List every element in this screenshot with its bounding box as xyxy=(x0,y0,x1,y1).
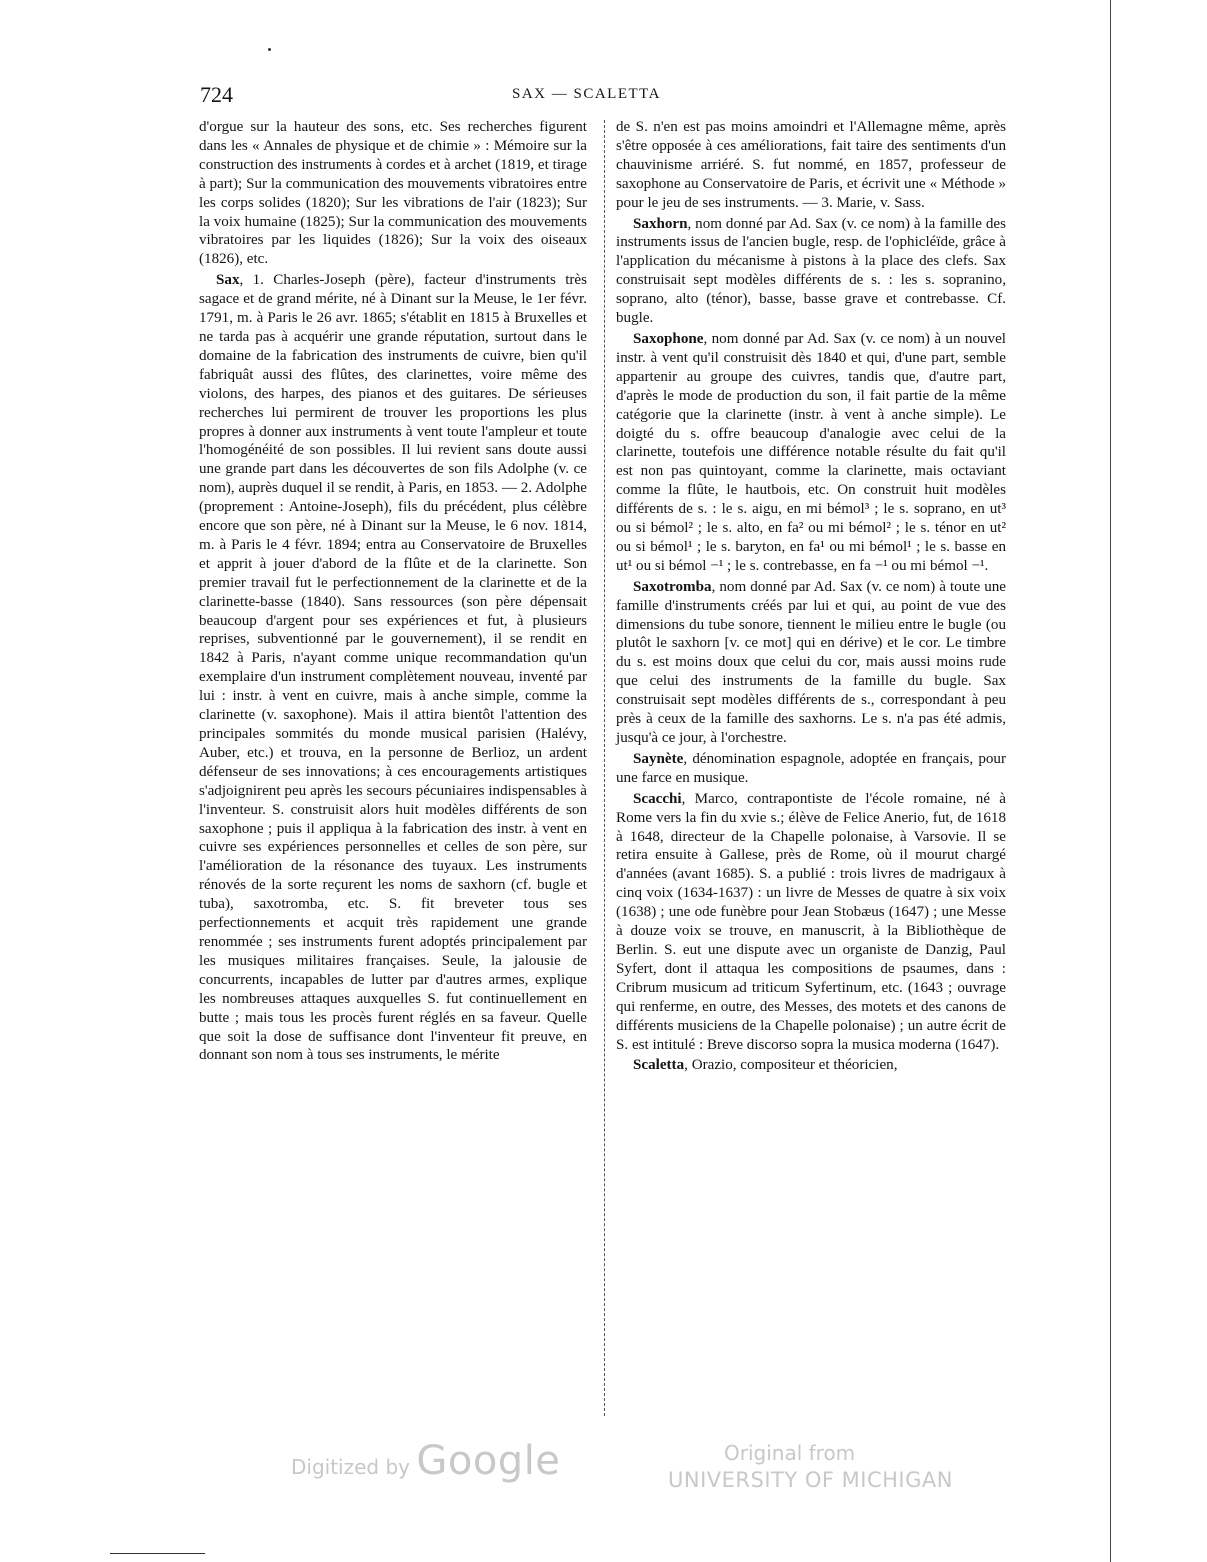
right-column xyxy=(616,118,1006,1075)
entry-scacchi xyxy=(616,790,1006,1055)
entry-headword: Saynète xyxy=(633,750,684,767)
entry-body: , nom donné par Ad. Sax (v. ce nom) à la famille des instruments issus de l'ancien bugle, resp. de l'ophicléïde, grâce à l'application du mécanisme à pistons à la place des clefs. Sax construisait sept modèles différents de s. : les s. sopranino, soprano, alto (ténor), basse, basse grave et contrebasse. Cf. bugle. xyxy=(616,215,1006,327)
google-logo-text: Google xyxy=(416,1438,561,1484)
entry-headword: Saxhorn xyxy=(633,215,688,232)
original-from-watermark: Original from xyxy=(724,1441,856,1465)
digitized-by-watermark xyxy=(291,1438,560,1484)
entry-saynete xyxy=(616,750,1006,788)
university-watermark: UNIVERSITY OF MICHIGAN xyxy=(668,1468,953,1492)
entry-headword: Scacchi xyxy=(633,790,682,807)
column-divider xyxy=(604,120,605,1416)
entry-body: , nom donné par Ad. Sax (v. ce nom) à toute une famille d'instruments créés par lui et qui, au point de vue des dimensions du tube sonore, tiennent le milieu entre le bugle (ou plutôt le saxhorn [v. ce mot] qui en dérive) et le cor. Le timbre du s. est moins doux que celui du cor, mais aussi moins rude que celui des instruments de la famille du bugle. Sax construisait sept modèles différents de s., correspondant à peu près à ceux de la famille des saxhorns. Le s. n'a pas été admis, jusqu'à ce jour, à l'orchestre. xyxy=(616,578,1006,746)
entry-headword: Scaletta xyxy=(633,1057,685,1074)
entry-headword: Saxophone xyxy=(633,330,704,347)
entry-scaletta xyxy=(616,1056,1006,1075)
entry-headword: Sax xyxy=(216,272,240,289)
page-number: 724 xyxy=(200,82,233,107)
scan-edge-rule xyxy=(1110,0,1111,1562)
entry-sax xyxy=(199,271,587,1065)
watermark-digitized-text: Digitized by xyxy=(291,1455,410,1479)
entry-body: , nom donné par Ad. Sax (v. ce nom) à un nouvel instr. à vent qu'il construisit dès 1840 et qui, d'une part, semble appartenir au groupe des cuivres, tandis que, d'autre part, d'après le mode de production du son, il fait partie de la même catégorie que la clarinette (instr. à vent à anche simple). Le doigté du s. offre beaucoup d'analogie avec celui de la clarinette, toutefois une différence notable résulte du fait qu'il est non pas quintoyant, comme la clarinette, mais octaviant comme la flûte, le hautbois, etc. On construit huit modèles différents de s. : le s. aigu, en mi bémol³ ; le s. soprano, en ut³ ou si bémol² ; le s. alto, en fa² ou mi bémol² ; le s. ténor en ut² ou si bémol¹ ; le s. baryton, en fa¹ ou mi bémol¹ ; le s. basse en ut¹ ou si bémol −¹ ; le s. contrebasse, en fa −¹ ou mi bémol −¹. xyxy=(616,330,1006,574)
paragraph-continuation: d'orgue sur la hauteur des sons, etc. Ses recherches figurent dans les « Annales de physique et de chimie » : Mémoire sur la construction des instruments à cordes et à archet (1819, et tirage à part); Sur la communication des mouvements vibratoires entre les corps solides (1820); Sur les vibrations de l'air (1823); Sur la voix humaine (1825); Sur la communication des mouvements vibratoires par les liquides (1826); Sur la voix des oiseaux (1826), etc. xyxy=(199,119,587,268)
scan-bottom-rule xyxy=(110,1553,205,1554)
entry-body: , Orazio, compositeur et théoricien, xyxy=(684,1057,898,1074)
entry-body: , dénomination espagnole, adoptée en français, pour une farce en musique. xyxy=(616,750,1006,786)
entry-saxophone xyxy=(616,330,1006,576)
ink-speck xyxy=(268,48,271,51)
left-column xyxy=(199,118,587,1065)
entry-body: , 1. Charles-Joseph (père), facteur d'instruments très sagace et de grand mérite, né à Dinant sur la Meuse, le 1er févr. 1791, m. à Paris le 26 avr. 1865; s'établit en 1815 à Bruxelles et ne tarda pas à acquérir une grande réputation, surtout dans le domaine de la fabrication des instruments de cuivre, bien qu'il fabriquât aussi des flûtes, des clarinettes, voire même des violons, des harpes, des pianos et des guitares. De sérieuses recherches lui permirent de trouver les proportions les plus propres à donner aux instruments à vent toute l'ampleur et toute l'homogénéité de son possibles. Il lui revient sans doute aussi une grande part dans les découvertes de son fils Adolphe (v. ce nom), auprès duquel il se rendit, à Paris, en 1853. — 2. Adolphe (proprement : Antoine-Joseph), fils du précédent, plus célèbre encore que son père, né à Dinant sur la Meuse, le 6 nov. 1814, m. à Paris le 4 févr. 1894; entra au Conservatoire de Bruxelles et apprit à jouer d'abord de la flûte et de la clarinette. Son premier travail fut le perfectionnement de la clarinette et de la clarinette-basse (1840). Sans ressources (son père dépensait beaucoup d'argent pour ses expériences et fut, à plusieurs reprises, subventionné par le gouvernement), il se rendit en 1842 à Paris, n'ayant comme unique recommandation qu'un exemplaire d'un instrument complètement nouveau, inventé par lui : instr. à vent en cuivre, mais à anche simple, comme la clarinette (v. saxophone). Mais il attira bientôt l'attention des principales sommités du monde musical parisien (Halévy, Auber, etc.) et trouva, en la personne de Berlioz, un ardent défenseur de ses innovations; à ces encouragements artistiques s'adjoignirent peu après les secours pécuniaires indispensables à l'inventeur. S. construisit alors huit modèles différents de son saxophone ; puis il appliqua à la fabrication des instr. à vent en cuivre ses expériences personnelles et celles de son père, sur l'amélioration de la résonance des tuyaux. Les instruments rénovés de la sorte reçurent les noms de saxhorn (cf. bugle et tuba), saxotromba, etc. S. fit breveter tous ses perfectionnements et acquit très rapidement une grande renommée ; ses instruments furent adoptés principalement par les musiques militaires françaises. Seule, la jalousie de concurrents, incapables de lutter par d'autres armes, explique les nombreuses attaques auxquelles S. fut continuellement en butte ; mais tous les procès furent réglés en sa faveur. Quelle que soit la dose de suffisance dont l'inventeur fit preuve, en donnant son nom à tous ses instruments, le mérite xyxy=(199,272,587,1064)
entry-saxotromba xyxy=(616,578,1006,748)
paragraph-continuation: de S. n'en est pas moins amoindri et l'Allemagne même, après s'être opposée à ces améliorations, fait taire des sentiments d'un chauvinisme arriéré. S. fut nommé, en 1857, professeur de saxophone au Conservatoire de Paris, et écrivit une « Méthode » pour le jeu de ses instruments. — 3. Marie, v. Sass. xyxy=(616,119,1006,211)
running-head: SAX — SCALETTA xyxy=(512,86,661,102)
entry-headword: Saxotromba xyxy=(633,578,712,595)
entry-body: , Marco, contrapontiste de l'école romaine, né à Rome vers la fin du xvie s.; élève de Felice Anerio, fut, de 1618 à 1648, directeur de la Chapelle polonaise, à Varsovie. Il se retira ensuite à Gallese, près de Rome, où il mourut chargé d'années (avant 1685). S. a publié : trois livres de madrigaux à cinq voix (1634-1637) : un livre de Messes de quatre à six voix (1638) ; une ode funèbre pour Jean Stobæus (1647) ; une Messe à douze voix se trouve, en manuscrit, à la Bibliothèque de Berlin. S. eut une dispute avec un organiste de Danzig, Paul Syfert, dont il attaqua les compositions de psaumes, dans : Cribrum musicum ad triticum Syfertinum, etc. (1643 ; ouvrage qui renferme, en outre, des Messes, des motets et des canons de différents musiciens de la Chapelle polonaise) ; un autre écrit de S. est intitulé : Breve discorso sopra la musica moderna (1647). xyxy=(616,790,1006,1053)
entry-saxhorn xyxy=(616,215,1006,328)
